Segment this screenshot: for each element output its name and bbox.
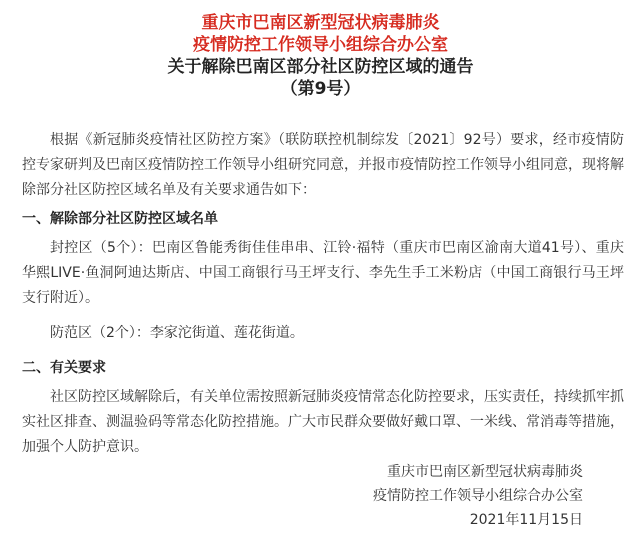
notice-number: （第9号）	[280, 79, 361, 99]
signature-block	[373, 460, 583, 532]
section-2-heading: 二、有关要求	[22, 360, 106, 376]
signature-org-line-2: 疫情防控工作领导小组综合办公室	[373, 488, 583, 504]
notice-header	[0, 12, 641, 100]
notice-body	[22, 128, 624, 460]
signature-date: 2021年11月15日	[469, 512, 583, 528]
notice-title: 关于解除巴南区部分社区防控区域的通告	[167, 57, 474, 77]
issuing-org-line-2: 疫情防控工作领导小组综合办公室	[193, 35, 448, 55]
lockdown-zones-paragraph: 封控区（5个）：巴南区鲁能秀街佳佳串串、江铃·福特（重庆市巴南区渝南大道41号）、重庆华熙LIVE·鱼洞阿迪达斯店、中国工商银行马王坪支行、李先生手工米粉店（中国工商银行马王坪支行附近）。	[22, 240, 624, 306]
requirements-paragraph: 社区防控区域解除后，有关单位需按照新冠肺炎疫情常态化防控要求，压实责任，持续抓牢抓实社区排查、测温验码等常态化防控措施。广大市民群众要做好戴口罩、一米线、常消毒等措施，加强个人防护意识。	[22, 389, 624, 455]
section-1-heading: 一、解除部分社区防控区域名单	[22, 211, 218, 227]
issuing-org-line-1: 重庆市巴南区新型冠状病毒肺炎	[201, 13, 440, 33]
signature-org-line-1: 重庆市巴南区新型冠状病毒肺炎	[387, 464, 583, 480]
intro-paragraph: 根据《新冠肺炎疫情社区防控方案》（联防联控机制综发〔2021〕92号）要求，经市疫情防控专家研判及巴南区疫情防控工作领导小组研究同意，并报市疫情防控工作领导小组同意，现将解除部分社区防控区域名单及有关要求通告如下：	[22, 132, 624, 198]
prevention-zones-paragraph: 防范区（2个）：李家沱街道、莲花街道。	[50, 325, 304, 341]
